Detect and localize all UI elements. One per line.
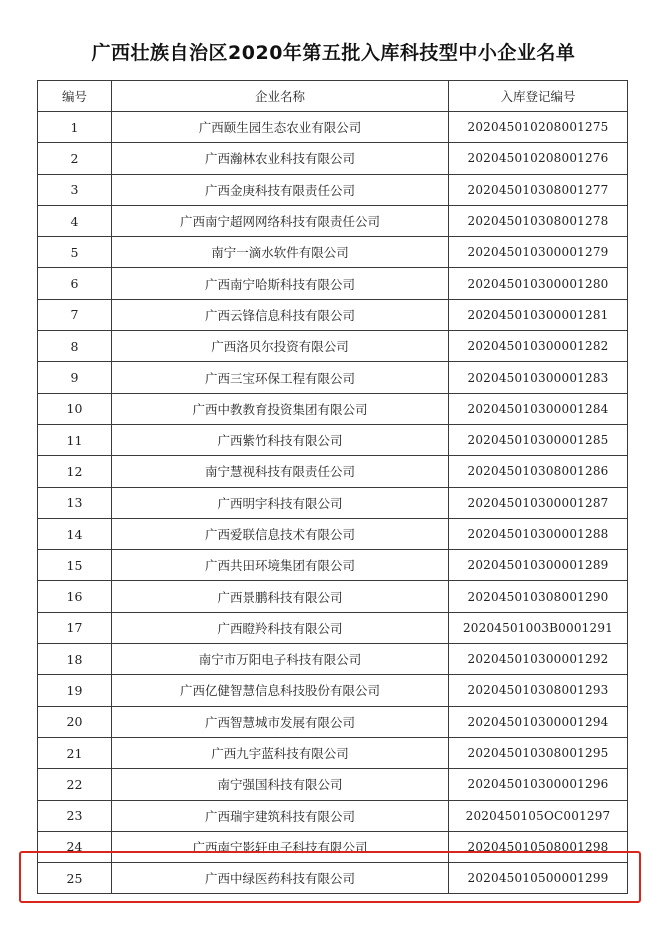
- company-name: 广西瀚林农业科技有限公司: [112, 143, 449, 174]
- table-row: [38, 268, 628, 299]
- registration-number: 202045010308001295: [449, 737, 628, 768]
- row-number: 6: [38, 268, 112, 299]
- row-number: 8: [38, 331, 112, 362]
- row-number: 21: [38, 737, 112, 768]
- company-name: 广西三宝环保工程有限公司: [112, 362, 449, 393]
- table-row: [38, 706, 628, 737]
- table-row: [38, 644, 628, 675]
- row-number: 12: [38, 456, 112, 487]
- company-name: 广西南宁超网网络科技有限责任公司: [112, 205, 449, 236]
- company-name: 广西瞪羚科技有限公司: [112, 612, 449, 643]
- header-company-name: 企业名称: [112, 81, 449, 112]
- registration-number: 202045010300001292: [449, 644, 628, 675]
- company-name: 广西紫竹科技有限公司: [112, 424, 449, 455]
- company-name: 广西明宇科技有限公司: [112, 487, 449, 518]
- enterprise-list-table: [37, 80, 628, 894]
- registration-number: 202045010308001278: [449, 205, 628, 236]
- table-row: [38, 737, 628, 768]
- header-registration-number: 入库登记编号: [449, 81, 628, 112]
- table-row: [38, 143, 628, 174]
- registration-number: 202045010300001289: [449, 550, 628, 581]
- table-row: [38, 424, 628, 455]
- registration-number: 20204501003B0001291: [449, 612, 628, 643]
- row-number: 15: [38, 550, 112, 581]
- company-name: 广西金庚科技有限责任公司: [112, 174, 449, 205]
- registration-number: 202045010300001287: [449, 487, 628, 518]
- highlight-box: [19, 851, 641, 903]
- registration-number: 202045010208001275: [449, 112, 628, 143]
- table-header-row: [38, 81, 628, 112]
- company-name: 广西九宇蓝科技有限公司: [112, 737, 449, 768]
- table-row: [38, 331, 628, 362]
- table-row: [38, 518, 628, 549]
- registration-number: 2020450105OC001297: [449, 800, 628, 831]
- row-number: 1: [38, 112, 112, 143]
- company-name: 南宁强国科技有限公司: [112, 769, 449, 800]
- row-number: 9: [38, 362, 112, 393]
- company-name: 广西颐生园生态农业有限公司: [112, 112, 449, 143]
- table-row: [38, 487, 628, 518]
- company-name: 南宁一滴水软件有限公司: [112, 237, 449, 268]
- registration-number: 202045010300001280: [449, 268, 628, 299]
- row-number: 20: [38, 706, 112, 737]
- company-name: 广西洛贝尔投资有限公司: [112, 331, 449, 362]
- row-number: 19: [38, 675, 112, 706]
- company-name: 广西南宁哈斯科技有限公司: [112, 268, 449, 299]
- row-number: 2: [38, 143, 112, 174]
- registration-number: 202045010300001279: [449, 237, 628, 268]
- row-number: 13: [38, 487, 112, 518]
- company-name: 广西亿健智慧信息科技股份有限公司: [112, 675, 449, 706]
- company-name: 南宁市万阳电子科技有限公司: [112, 644, 449, 675]
- header-number: 编号: [38, 81, 112, 112]
- row-number: 4: [38, 205, 112, 236]
- company-name: 广西南宁影轩电子科技有限公司: [112, 831, 449, 862]
- table-row: [38, 112, 628, 143]
- company-name: 广西中绿医药科技有限公司: [112, 863, 449, 894]
- company-name: 广西智慧城市发展有限公司: [112, 706, 449, 737]
- row-number: 22: [38, 769, 112, 800]
- table-row: [38, 550, 628, 581]
- registration-number: 202045010300001284: [449, 393, 628, 424]
- row-number: 14: [38, 518, 112, 549]
- registration-number: 202045010208001276: [449, 143, 628, 174]
- table-row: [38, 362, 628, 393]
- registration-number: 202045010300001282: [449, 331, 628, 362]
- registration-number: 202045010308001286: [449, 456, 628, 487]
- company-name: 广西景鹏科技有限公司: [112, 581, 449, 612]
- table-row: [38, 800, 628, 831]
- registration-number: 202045010308001290: [449, 581, 628, 612]
- row-number: 25: [38, 863, 112, 894]
- table-row: [38, 205, 628, 236]
- company-name: 广西中教教育投资集团有限公司: [112, 393, 449, 424]
- document-title: 广西壮族自治区2020年第五批入库科技型中小企业名单: [91, 42, 576, 64]
- row-number: 11: [38, 424, 112, 455]
- table-row: [38, 769, 628, 800]
- registration-number: 202045010300001285: [449, 424, 628, 455]
- row-number: 23: [38, 800, 112, 831]
- table-row: [38, 393, 628, 424]
- registration-number: 202045010300001288: [449, 518, 628, 549]
- company-name: 广西瑞宇建筑科技有限公司: [112, 800, 449, 831]
- row-number: 10: [38, 393, 112, 424]
- registration-number: 202045010508001298: [449, 831, 628, 862]
- company-name: 广西云锋信息科技有限公司: [112, 299, 449, 330]
- table-row: [38, 237, 628, 268]
- table-row: [38, 456, 628, 487]
- registration-number: 202045010300001283: [449, 362, 628, 393]
- row-number: 18: [38, 644, 112, 675]
- row-number: 16: [38, 581, 112, 612]
- registration-number: 202045010300001281: [449, 299, 628, 330]
- row-number: 24: [38, 831, 112, 862]
- row-number: 7: [38, 299, 112, 330]
- table-row: [38, 299, 628, 330]
- row-number: 3: [38, 174, 112, 205]
- table-row: [38, 675, 628, 706]
- company-name: 广西爱联信息技术有限公司: [112, 518, 449, 549]
- registration-number: 202045010308001277: [449, 174, 628, 205]
- table-body: [38, 112, 628, 894]
- table-row: [38, 174, 628, 205]
- registration-number: 202045010308001293: [449, 675, 628, 706]
- registration-number: 202045010300001296: [449, 769, 628, 800]
- row-number: 17: [38, 612, 112, 643]
- registration-number: 202045010500001299: [449, 863, 628, 894]
- company-name: 南宁慧视科技有限责任公司: [112, 456, 449, 487]
- registration-number: 202045010300001294: [449, 706, 628, 737]
- table-row: [38, 612, 628, 643]
- company-name: 广西共田环境集团有限公司: [112, 550, 449, 581]
- row-number: 5: [38, 237, 112, 268]
- table-row: [38, 581, 628, 612]
